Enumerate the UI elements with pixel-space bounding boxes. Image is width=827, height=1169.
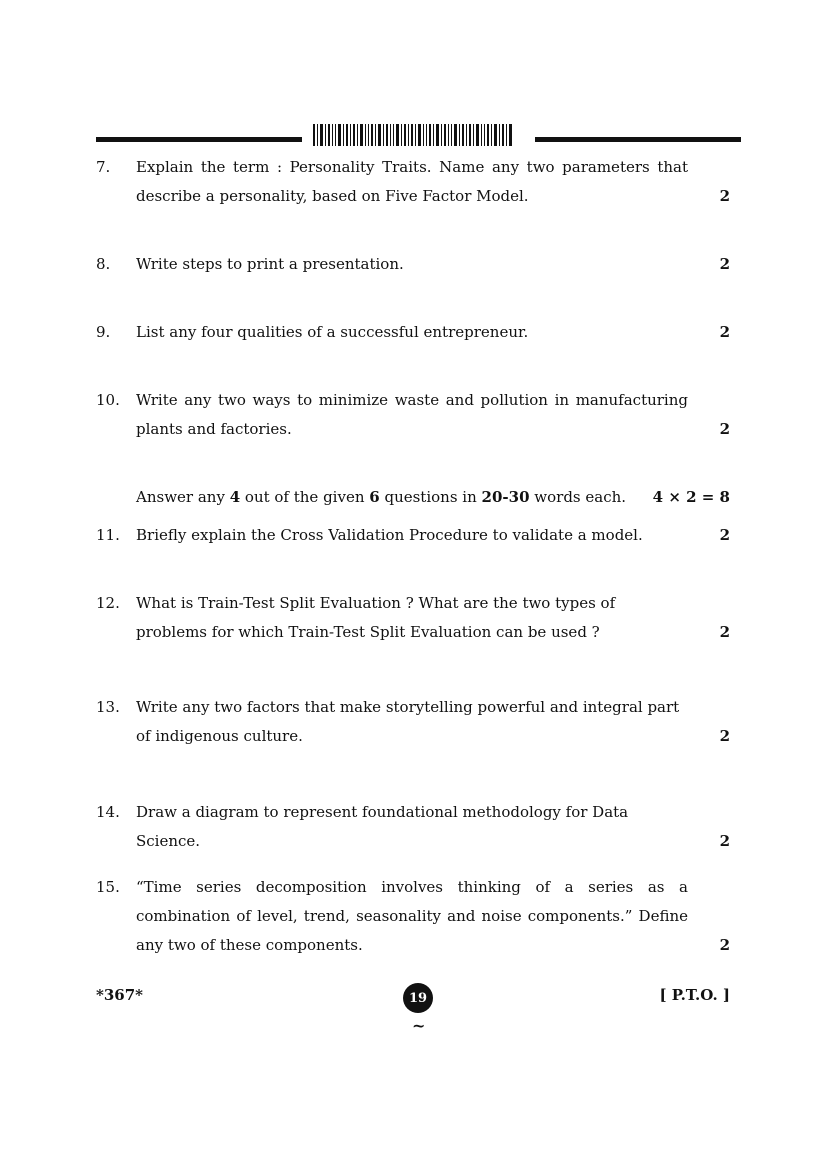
instruction-text: questions in [379,488,482,506]
header-rule-right [535,137,741,142]
question-10 [96,386,730,444]
instruction-text: Answer any [136,488,230,506]
question-text: Write any two factors that make storytelling powerful and integral part of indigenous culture. [136,698,680,745]
instruction-word-range: 20-30 [481,488,530,506]
question-text: List any four qualities of a successful entrepreneur. [136,323,529,341]
question-marks: 2 [719,727,730,745]
barcode [313,124,512,146]
question-14 [96,798,730,856]
question-13 [96,693,730,751]
instruction-text: words each. [529,488,627,506]
instruction-text: out of the given [240,488,370,506]
pto-label: [ P.T.O. ] [659,986,730,1004]
question-9 [96,318,730,347]
question-number: 13. [96,698,120,716]
question-text: Write any two ways to minimize waste and pollution in manufacturing plants and factories. [136,391,688,438]
question-number: 7. [96,158,111,176]
question-marks: 2 [719,323,730,341]
question-15 [96,873,730,960]
question-marks: 2 [719,623,730,641]
question-8 [96,250,730,279]
question-text: Explain the term : Personality Traits. Name any two parameters that describe a personality, based on Five Factor Model. [136,158,688,205]
paper-code: *367* [96,986,143,1004]
question-number: 15. [96,878,120,896]
question-marks: 2 [719,187,730,205]
question-12 [96,589,730,647]
instruction-count: 4 [229,488,241,506]
question-number: 14. [96,803,120,821]
question-number: 11. [96,526,120,544]
question-number: 8. [96,255,111,273]
tilde-mark: ~ [412,1016,426,1035]
section-marks-formula: 4 × 2 = 8 [652,488,730,506]
question-marks: 2 [719,936,730,954]
question-7 [96,153,730,211]
section-instruction [136,485,730,509]
question-marks: 2 [719,255,730,273]
question-marks: 2 [719,832,730,850]
question-text: What is Train-Test Split Evaluation ? What are the two types of problems for which Train-Test Split Evaluation can be used ? [136,594,616,641]
question-11 [96,521,730,550]
question-number: 12. [96,594,120,612]
page-number: 19 [403,983,433,1013]
question-text: “Time series decomposition involves thinking of a series as a combination of level, trend, seasonality and noise components.” Define any two of these components. [136,878,688,954]
question-text: Draw a diagram to represent foundational methodology for Data Science. [136,803,629,850]
question-text: Write steps to print a presentation. [136,255,404,273]
question-number: 9. [96,323,111,341]
question-marks: 2 [719,526,730,544]
question-number: 10. [96,391,120,409]
question-marks: 2 [719,420,730,438]
instruction-total: 6 [369,488,380,506]
question-text: Briefly explain the Cross Validation Procedure to validate a model. [136,526,643,544]
header-rule-left [96,137,302,142]
